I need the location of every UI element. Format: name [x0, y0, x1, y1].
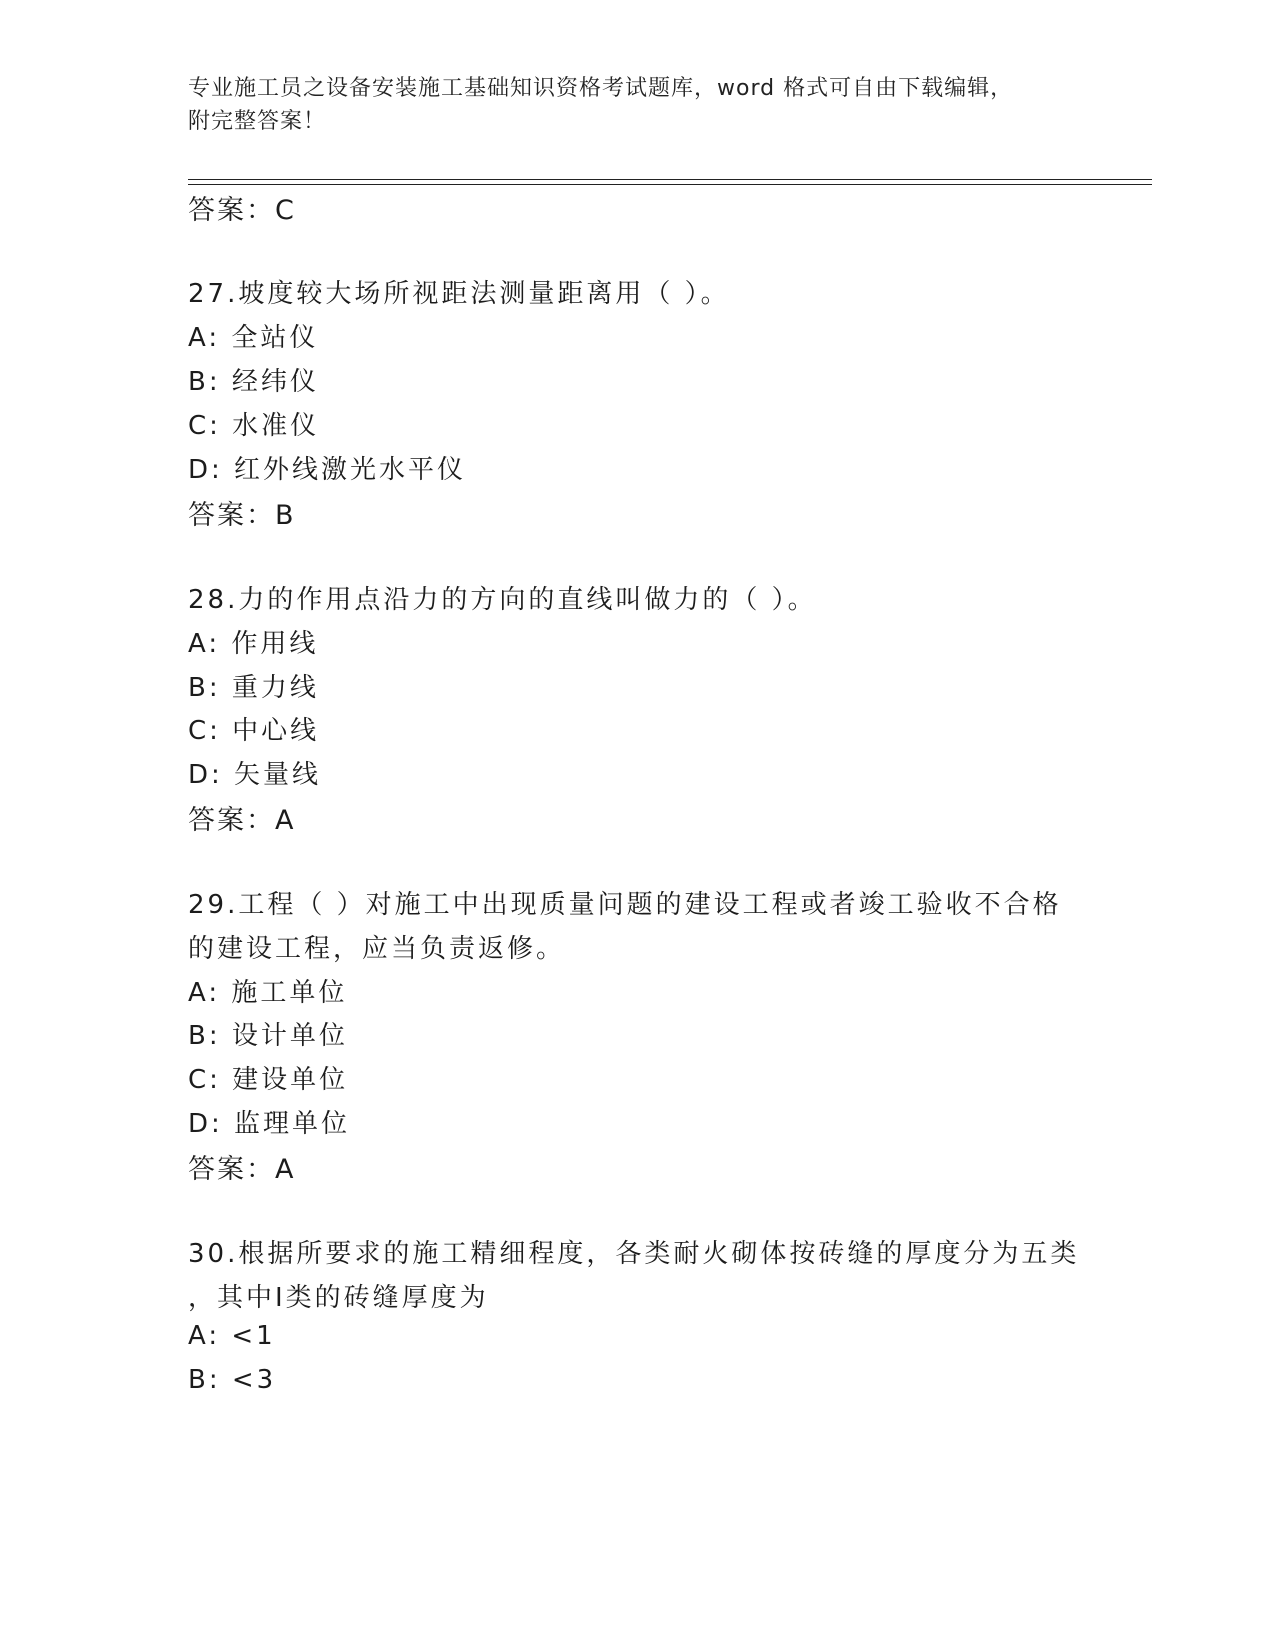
question-28: 28.力的作用点沿力的方向的直线叫做力的（ ）。 — [188, 585, 817, 615]
q29-option-c: C: 建设单位 — [188, 1065, 349, 1095]
q29-option-d: D: 监理单位 — [188, 1109, 351, 1139]
question-27: 27.坡度较大场所视距法测量距离用（ ）。 — [188, 279, 730, 309]
question-29-line-1: 29.工程（ ）对施工中出现质量问题的建设工程或者竣工验收不合格 — [188, 890, 1062, 920]
header-line-2: 附完整答案！ — [188, 109, 327, 134]
answer-28: 答案：A — [188, 805, 296, 836]
answer-29: 答案：A — [188, 1154, 296, 1185]
q28-option-c: C: 中心线 — [188, 716, 320, 746]
q28-option-b: B: 重力线 — [188, 673, 319, 703]
q27-option-d: D: 红外线激光水平仪 — [188, 455, 467, 485]
question-30-line-2: ，其中Ⅰ类的砖缝厚度为 — [188, 1283, 489, 1313]
q29-option-a: A: 施工单位 — [188, 978, 348, 1008]
header-divider-bottom — [188, 184, 1152, 185]
document-header — [188, 72, 1068, 138]
header-divider-top — [188, 179, 1152, 180]
q30-option-a: A: <1 — [188, 1321, 276, 1351]
q29-option-b: B: 设计单位 — [188, 1021, 348, 1051]
q30-option-b: B: <3 — [188, 1365, 277, 1395]
q27-option-c: C: 水准仪 — [188, 411, 320, 441]
question-29-line-2: 的建设工程，应当负责返修。 — [188, 934, 566, 964]
question-30-line-1: 30.根据所要求的施工精细程度，各类耐火砌体按砖缝的厚度分为五类 — [188, 1239, 1080, 1269]
header-line-1: 专业施工员之设备安装施工基础知识资格考试题库，word 格式可自由下载编辑， — [188, 76, 1014, 101]
q28-option-d: D: 矢量线 — [188, 760, 322, 790]
q28-option-a: A: 作用线 — [188, 629, 319, 659]
answer-26: 答案：C — [188, 195, 296, 226]
answer-27: 答案：B — [188, 500, 296, 531]
q27-option-b: B: 经纬仪 — [188, 367, 319, 397]
q27-option-a: A: 全站仪 — [188, 323, 319, 353]
